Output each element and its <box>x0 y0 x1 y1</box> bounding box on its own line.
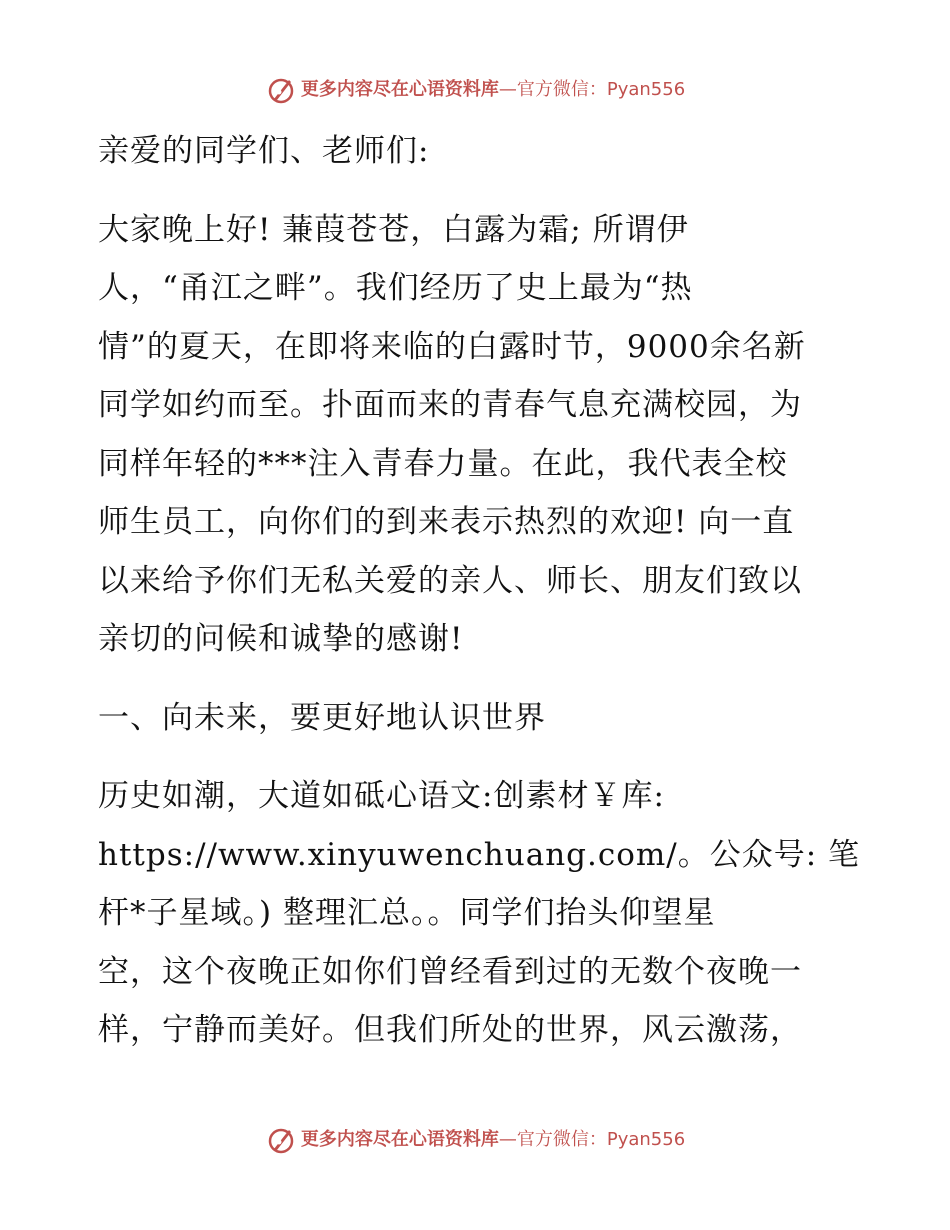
text-line: 大家晚上好! 蒹葭苍苍，白露为霜; 所谓伊 <box>98 211 689 248</box>
watermark-wechat-label: 官方微信： <box>516 1129 607 1150</box>
text-line: 师生员工，向你们的到来表示热烈的欢迎! 向一直 <box>98 504 795 540</box>
text-line: 空，这个夜晚正如你们曾经看到过的无数个夜晚一 <box>98 953 802 990</box>
text-line: 同学如约而至。扑面而来的青春气息充满校园，为 <box>98 387 802 423</box>
paragraph-gap <box>98 669 858 689</box>
text-line: 样，宁静而美好。但我们所处的世界，风云激荡， <box>98 1012 802 1048</box>
watermark-brand: 更多内容尽在心语资料库 <box>300 79 499 100</box>
quill-logo-icon <box>265 1124 297 1156</box>
text-line: 亲切的问候和诚挚的感谢! <box>98 621 464 657</box>
footer-watermark <box>0 1120 950 1160</box>
paragraph-gap <box>98 747 858 767</box>
text-line: 一、向未来，要更好地认识世界 <box>98 699 546 736</box>
text-line: 以来给予你们无私关爱的亲人、师长、朋友们致以 <box>98 562 802 599</box>
text-line: 杆*子星域。) 整理汇总。。同学们抬头仰望星 <box>98 895 716 931</box>
watermark-wechat-id: Pyan556 <box>606 1129 686 1150</box>
watermark-brand: 更多内容尽在心语资料库 <box>300 1129 499 1150</box>
quill-logo-icon <box>265 74 297 106</box>
text-line: 人，“甬江之畔”。我们经历了史上最为“热 <box>98 270 693 306</box>
watermark-wechat-label: 官方微信： <box>516 79 607 100</box>
text-line: https://www.xinyuwenchuang.com/。公众号: 笔 <box>98 836 861 873</box>
watermark-dash: — <box>498 79 517 100</box>
header-watermark <box>0 70 950 110</box>
text-line: 情”的夏天，在即将来临的白露时节，9000余名新 <box>98 328 806 365</box>
text-line: 亲爱的同学们、老师们: <box>98 133 430 169</box>
text-line: 历史如潮，大道如砥心语文:创素材￥库: <box>98 778 665 814</box>
text-line: 同样年轻的***注入青春力量。在此，我代表全校 <box>98 445 788 482</box>
paragraph-gap <box>98 181 858 201</box>
watermark-dash: — <box>498 1129 517 1150</box>
document-body <box>98 122 861 1060</box>
watermark-wechat-id: Pyan556 <box>606 79 686 100</box>
